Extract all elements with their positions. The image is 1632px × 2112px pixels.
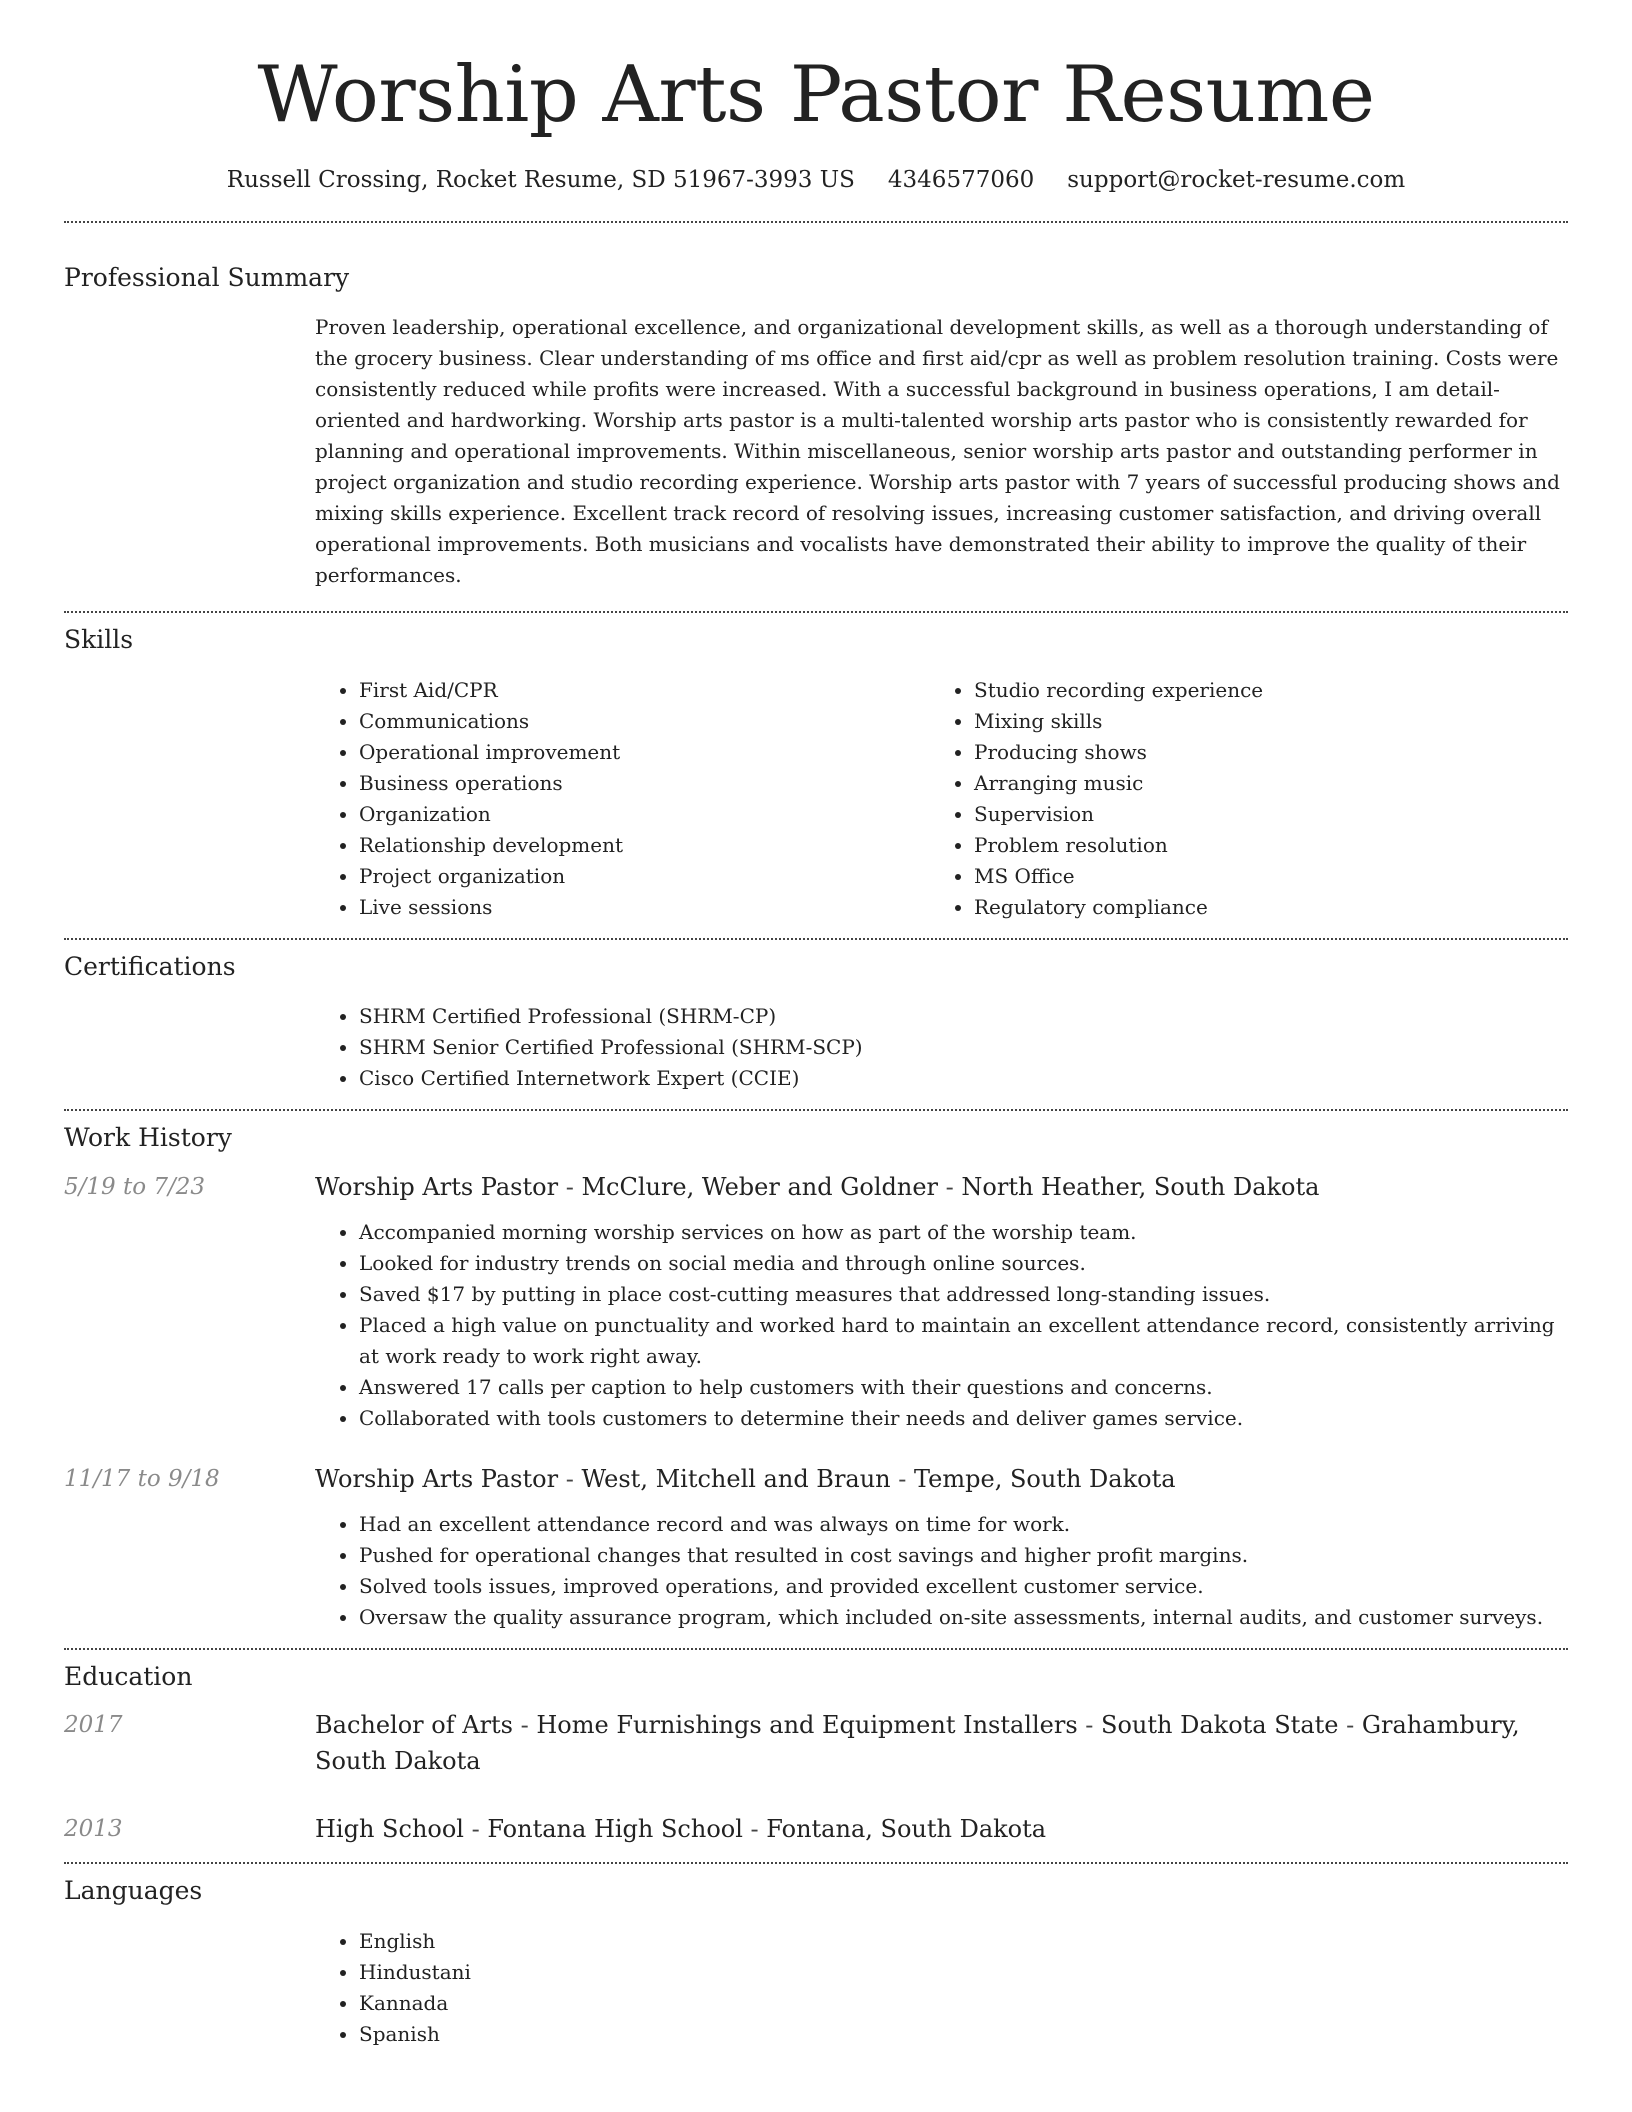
skill-item: • Project organization: [359, 861, 930, 892]
skill-item: • Mixing skills: [974, 706, 1545, 737]
job-bullet: • Pushed for operational changes that resulted in cost savings and higher profit margins.: [359, 1540, 1568, 1571]
resume-title: Worship Arts Pastor Resume: [257, 50, 1375, 140]
certification-item: • SHRM Senior Certified Professional (SHRM-SCP): [359, 1032, 1568, 1063]
certifications-heading: Certifications: [64, 951, 236, 981]
skill-item: • Operational improvement: [359, 737, 930, 768]
section-divider: [64, 611, 1568, 613]
job-header: [64, 1461, 1568, 1497]
job-bullet: • Solved tools issues, improved operations, and provided excellent customer service.: [359, 1571, 1568, 1602]
skill-item: • Relationship development: [359, 830, 930, 861]
job-title-line: [315, 1461, 1176, 1497]
contact-phone: 4346577060: [887, 167, 1035, 193]
skill-item: • Arranging music: [974, 768, 1545, 799]
contact-email[interactable]: support@rocket-resume.com: [1067, 167, 1406, 193]
job-location: North Heather, South Dakota: [961, 1172, 1320, 1201]
certification-item: • SHRM Certified Professional (SHRM-CP): [359, 1001, 1568, 1032]
education-school: Fontana High School: [487, 1815, 743, 1844]
language-item: • English: [359, 1926, 1568, 1957]
separator: -: [463, 1815, 488, 1844]
section-divider: [64, 1109, 1568, 1111]
job-dates: 11/17 to 9/18: [64, 1465, 220, 1492]
separator: -: [742, 1815, 767, 1844]
summary-heading: Professional Summary: [64, 262, 350, 292]
job-bullet: • Accompanied morning worship services on how as part of the worship team.: [359, 1217, 1568, 1248]
education-degree: High School: [315, 1815, 464, 1844]
job-bullets: [315, 1509, 1568, 1633]
work-history-heading: Work History: [64, 1123, 232, 1153]
education-title-line: [315, 1707, 1568, 1779]
job-bullet: • Looked for industry trends on social media and through online sources.: [359, 1248, 1568, 1279]
job-bullet: • Had an excellent attendance record and was always on time for work.: [359, 1509, 1568, 1540]
skill-item: • Supervision: [974, 799, 1545, 830]
skill-item: • Business operations: [359, 768, 930, 799]
job-entry: [64, 1461, 1568, 1633]
job-bullet: • Saved $17 by putting in place cost-cutting measures that addressed long-standing issues.: [359, 1279, 1568, 1310]
language-item: • Kannada: [359, 1988, 1568, 2019]
separator: -: [558, 1464, 582, 1493]
contact-address: Russell Crossing, Rocket Resume, SD 51967-3993 US: [226, 167, 855, 193]
education-heading: Education: [64, 1661, 193, 1691]
job-bullet: • Placed a high value on punctuality and worked hard to maintain an excellent attendance record, consistently arriving at work ready to work right away.: [359, 1310, 1568, 1372]
education-location: Grahambury, South Dakota: [315, 1711, 1520, 1776]
skill-item: • First Aid/CPR: [359, 675, 930, 706]
job-bullet: • Collaborated with tools customers to determine their needs and deliver games service.: [359, 1403, 1568, 1434]
certification-item: • Cisco Certified Internetwork Expert (CCIE): [359, 1063, 1568, 1094]
job-header: [64, 1169, 1568, 1205]
job-company: McClure, Weber and Goldner: [581, 1172, 939, 1201]
skills-list: [315, 675, 1568, 923]
language-item: • Spanish: [359, 2019, 1568, 2050]
job-location: Tempe, South Dakota: [914, 1464, 1176, 1493]
skill-item: • MS Office: [974, 861, 1545, 892]
skill-item: • Communications: [359, 706, 930, 737]
skills-column-right: [930, 675, 1545, 923]
education-degree: Bachelor of Arts: [315, 1711, 513, 1740]
education-entry: [64, 1811, 1568, 1847]
job-bullet: • Oversaw the quality assurance program, which included on-site assessments, internal audits, and customer surveys.: [359, 1602, 1568, 1633]
separator: -: [1077, 1711, 1102, 1740]
job-bullets: [315, 1217, 1568, 1434]
job-entry: [64, 1169, 1568, 1434]
skill-item: • Producing shows: [974, 737, 1545, 768]
education-location: Fontana, South Dakota: [766, 1815, 1047, 1844]
job-title-line: [315, 1169, 1319, 1205]
skill-item: • Regulatory compliance: [974, 892, 1545, 923]
skills-column-left: [315, 675, 930, 923]
education-entry: [64, 1707, 1568, 1779]
separator: -: [1338, 1711, 1362, 1740]
skill-item: • Problem resolution: [974, 830, 1545, 861]
summary-text: Proven leadership, operational excellence, and organizational development skills, as well as a thorough understanding of the grocery business. Clear understanding of ms office and first aid/cpr as well as problem resolution training. Costs were consistently reduced while profits were increased. With a successful background in business operations, I am detail-oriented and hardworking. Worship arts pastor is a multi-talented worship arts pastor who is consistently rewarded for planning and operational improvements. Within miscellaneous, senior worship arts pastor and outstanding performer in project organization and studio recording experience. Worship arts pastor with 7 years of successful producing shows and mixing skills experience. Excellent track record of resolving issues, increasing customer satisfaction, and driving overall operational improvements. Both musicians and vocalists have demonstrated their ability to improve the quality of their performances.: [315, 315, 1560, 588]
certifications-list: [315, 1001, 1568, 1094]
separator: -: [890, 1464, 915, 1493]
section-divider: [64, 1862, 1568, 1864]
job-role: Worship Arts Pastor: [315, 1172, 559, 1201]
separator: -: [558, 1172, 582, 1201]
job-bullet: • Answered 17 calls per caption to help customers with their questions and concerns.: [359, 1372, 1568, 1403]
education-title-line: [315, 1811, 1046, 1847]
education-field: Home Furnishings and Equipment Installers: [536, 1711, 1078, 1740]
section-divider: [64, 938, 1568, 940]
skill-item: • Studio recording experience: [974, 675, 1545, 706]
job-dates: 5/19 to 7/23: [64, 1173, 206, 1200]
job-company: West, Mitchell and Braun: [581, 1464, 891, 1493]
contact-line: [64, 166, 1568, 196]
job-role: Worship Arts Pastor: [315, 1464, 559, 1493]
separator: -: [938, 1172, 962, 1201]
education-school: South Dakota State: [1101, 1711, 1339, 1740]
languages-heading: Languages: [64, 1876, 203, 1906]
languages-list: [315, 1926, 1568, 2050]
education-year: 2017: [64, 1712, 123, 1739]
section-divider: [64, 221, 1568, 223]
skill-item: • Organization: [359, 799, 930, 830]
section-divider: [64, 1648, 1568, 1650]
skill-item: • Live sessions: [359, 892, 930, 923]
language-item: • Hindustani: [359, 1957, 1568, 1988]
separator: -: [513, 1711, 537, 1740]
skills-heading: Skills: [64, 625, 134, 655]
education-year: 2013: [64, 1816, 123, 1843]
